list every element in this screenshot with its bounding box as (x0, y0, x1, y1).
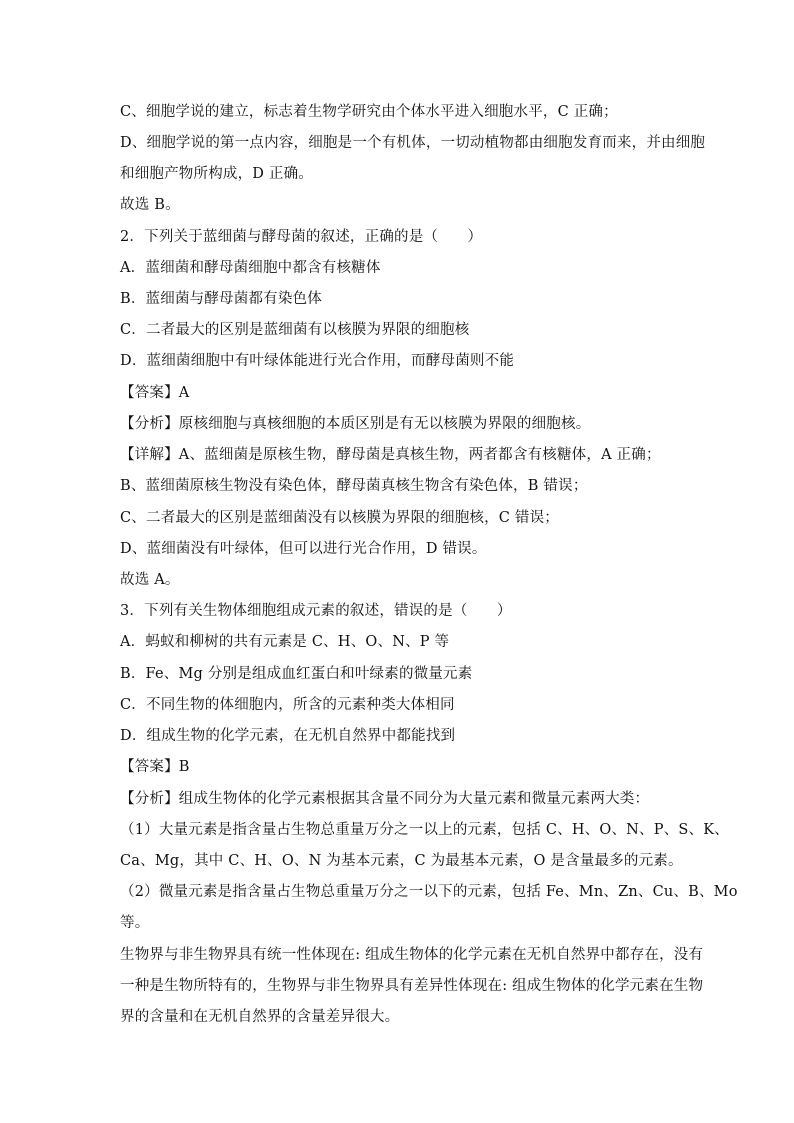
option-d: D．蓝细菌细胞中有叶绿体能进行光合作用，而酵母菌则不能 (120, 353, 515, 369)
option-b: B．蓝细菌与酵母菌都有染色体 (120, 291, 322, 307)
option-a: A．蚂蚁和柳树的共有元素是 C、H、O、N、P 等 (120, 634, 450, 650)
text-line: （2）微量元素是指含量占生物总重量万分之一以下的元素，包括 Fe、Mn、Zn、Cu、B、Mo (120, 884, 738, 900)
text-line: （1）大量元素是指含量占生物总重量万分之一以上的元素，包括 C、H、O、N、P、S、K、 (120, 822, 729, 838)
analysis-line: 【分析】原核细胞与真核细胞的本质区别是有无以核膜为界限的细胞核。 (120, 416, 591, 432)
detail-line: 【详解】A、蓝细菌是原核生物，酵母菌是真核生物，两者都含有核糖体，A 正确； (120, 447, 661, 463)
text-line: D、细胞学说的第一点内容，细胞是一个有机体，一切动植物都由细胞发育而来，并由细胞 (120, 135, 706, 151)
text-line: 界的含量和在无机自然界的含量差异很大。 (120, 1009, 400, 1025)
question-title: 3．下列有关生物体细胞组成元素的叙述，错误的是（ ） (120, 603, 512, 619)
text-line: 等。 (120, 915, 150, 931)
text-line: 一种是生物所特有的，生物界与非生物界具有差异性体现在: 组成生物体的化学元素在生物 (120, 978, 704, 994)
option-a: A．蓝细菌和酵母菌细胞中都含有核糖体 (120, 260, 381, 276)
text-line: C、二者最大的区别是蓝细菌没有以核膜为界限的细胞核，C 错误； (120, 510, 559, 526)
text-line: D、蓝细菌没有叶绿体，但可以进行光合作用，D 错误。 (120, 541, 487, 557)
text-line: 生物界与非生物界具有统一性体现在: 组成生物体的化学元素在无机自然界中都存在，没有 (120, 947, 704, 963)
option-c: C．二者最大的区别是蓝细菌有以核膜为界限的细胞核 (120, 322, 470, 338)
option-b: B．Fe、Mg 分别是组成血红蛋白和叶绿素的微量元素 (120, 666, 473, 682)
option-d: D．组成生物的化学元素，在无机自然界中都能找到 (120, 728, 456, 744)
answer-line: 【答案】B (120, 759, 190, 775)
answer-line: 【答案】A (120, 385, 190, 401)
text-line: C、细胞学说的建立，标志着生物学研究由个体水平进入细胞水平，C 正确； (120, 104, 618, 120)
text-line: 和细胞产物所构成，D 正确。 (120, 166, 314, 182)
text-line: 故选 B。 (120, 197, 180, 213)
question-title: 2．下列关于蓝细菌与酵母菌的叙述，正确的是（ ） (120, 229, 483, 245)
text-line: B、蓝细菌原核生物没有染色体，酵母菌真核生物含有染色体，B 错误； (120, 478, 588, 494)
analysis-line: 【分析】组成生物体的化学元素根据其含量不同分为大量元素和微量元素两大类： (120, 791, 650, 807)
text-line: Ca、Mg，其中 C、H、O、N 为基本元素，C 为最基本元素，O 是含量最多的元素。 (120, 853, 683, 869)
text-line: 故选 A。 (120, 572, 180, 588)
option-c: C．不同生物的体细胞内，所含的元素种类大体相同 (120, 697, 455, 713)
